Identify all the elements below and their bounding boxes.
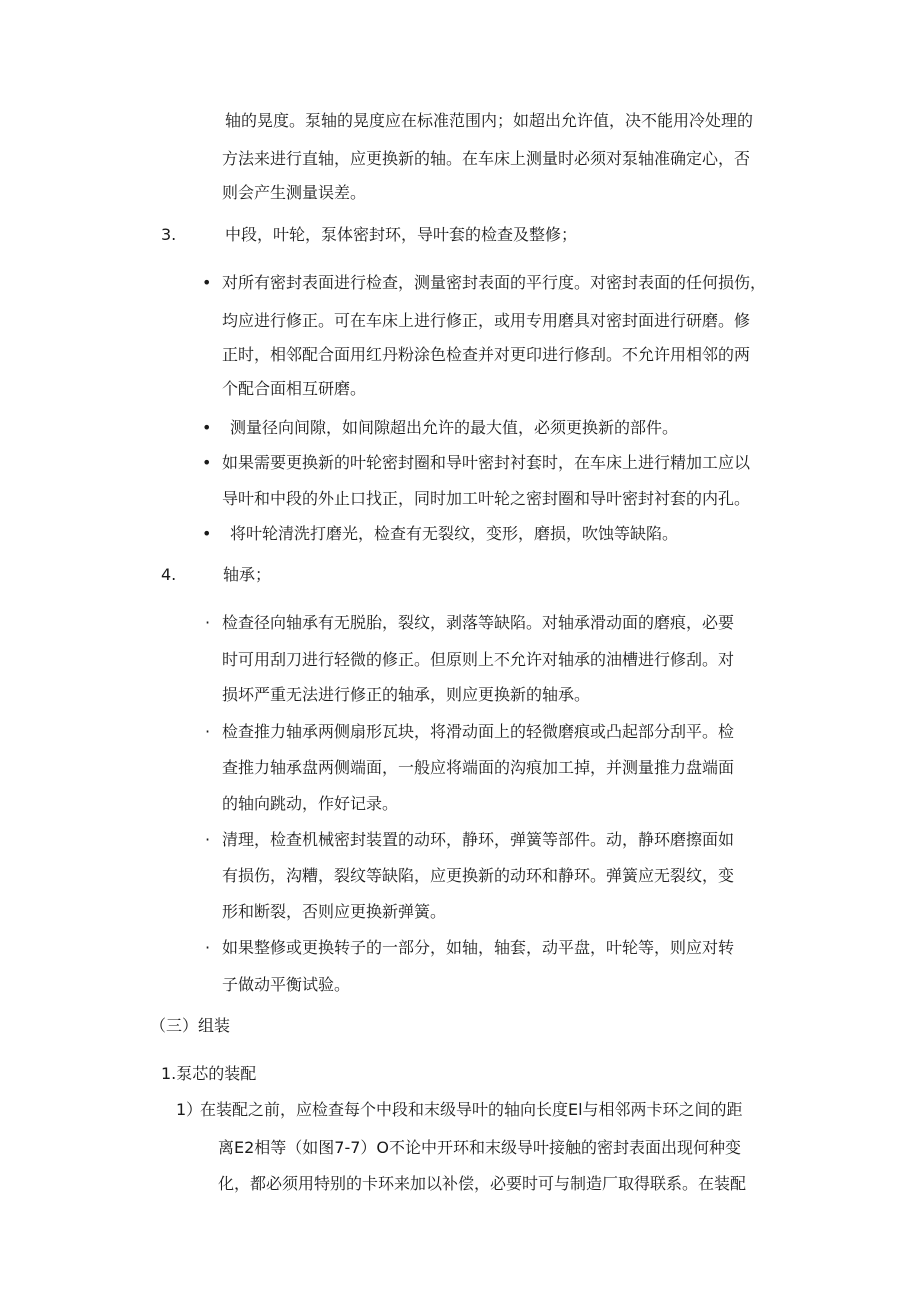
- bullet-mark: ·: [205, 613, 211, 632]
- item4-title: 轴承；: [223, 565, 272, 584]
- bullet-line: 检查径向轴承有无脱胎，裂纹，剥落等缺陷。对轴承滑动面的磨痕，必要: [222, 613, 735, 632]
- bullet-line: 损坏严重无法进行修正的轴承，则应更换新的轴承。: [222, 685, 591, 704]
- step-line: 在装配之前，应检查每个中段和末级导叶的轴向长度El与相邻两卡环之间的距: [200, 1100, 743, 1119]
- step-number: 1）: [176, 1100, 203, 1119]
- bullet-line: 清理，检查机械密封装置的动环，静环，弹簧等部件。动，静环磨擦面如: [222, 830, 735, 849]
- bullet-line: 正时，相邻配合面用红丹粉涂色检查并对更印进行修刮。不允许用相邻的两: [222, 345, 751, 364]
- bullet-mark: •: [202, 418, 212, 437]
- bullet-mark: ·: [205, 938, 211, 957]
- subsection-heading: 1.泵芯的装配: [161, 1064, 257, 1083]
- bullet-mark: •: [202, 453, 212, 472]
- bullet-line: 子做动平衡试验。: [222, 975, 351, 994]
- bullet-line: 导叶和中段的外止口找正，同时加工叶轮之密封圈和导叶密封衬套的内孔。: [222, 489, 751, 508]
- bullet-mark: •: [202, 524, 212, 543]
- bullet-line: 有损伤，沟糟，裂纹等缺陷，应更换新的动环和静环。弹簧应无裂纹，变: [222, 866, 735, 885]
- item3-title: 中段，叶轮，泵体密封环，导叶套的检查及整修；: [225, 225, 578, 244]
- intro-line-3: 则会产生测量误差。: [222, 183, 367, 202]
- bullet-line: 测量径向间隙，如间隙超出允许的最大值，必须更换新的部件。: [230, 418, 679, 437]
- bullet-line: 形和断裂，否则应更换新弹簧。: [222, 902, 447, 921]
- item4-number: 4.: [161, 565, 177, 584]
- bullet-line: 均应进行修正。可在车床上进行修正，或用专用磨具对密封面进行研磨。修: [222, 311, 751, 330]
- section-heading: （三）组装: [150, 1016, 231, 1035]
- bullet-line: 如果需要更换新的叶轮密封圈和导叶密封衬套时，在车床上进行精加工应以: [222, 453, 751, 472]
- intro-line-2: 方法来进行直轴，应更换新的轴。在车床上测量时必须对泵轴准确定心，否: [222, 149, 751, 168]
- bullet-line: 查推力轴承盘两侧端面，一般应将端面的沟痕加工掉，并测量推力盘端面: [222, 758, 735, 777]
- bullet-line: 将叶轮清洗打磨光，检查有无裂纹，变形，磨损，吹蚀等缺陷。: [230, 524, 679, 543]
- bullet-mark: ·: [205, 722, 211, 741]
- bullet-line: 检查推力轴承两侧扇形瓦块，将滑动面上的轻微磨痕或凸起部分刮平。检: [222, 722, 735, 741]
- bullet-mark: ·: [205, 830, 211, 849]
- bullet-line: 的轴向跳动，作好记录。: [222, 794, 399, 813]
- bullet-line: 如果整修或更换转子的一部分，如轴，轴套，动平盘，叶轮等，则应对转: [222, 938, 735, 957]
- item3-number: 3.: [161, 225, 177, 244]
- step-line: 离E2相等（如图7-7）O不论中开环和末级导叶接触的密封表面出现何种变: [218, 1138, 742, 1157]
- bullet-line: 对所有密封表面进行检查，测量密封表面的平行度。对密封表面的任何损伤，: [222, 273, 767, 292]
- intro-line-1: 轴的晃度。泵轴的晃度应在标准范围内；如超出允许值，决不能用冷处理的: [225, 111, 754, 130]
- bullet-line: 时可用刮刀进行轻微的修正。但原则上不允许对轴承的油槽进行修刮。对: [222, 650, 735, 669]
- step-line: 化，都必须用特别的卡环来加以补偿，必要时可与制造厂取得联系。在装配: [218, 1174, 747, 1193]
- bullet-line: 个配合面相互研磨。: [222, 379, 367, 398]
- bullet-mark: •: [202, 273, 212, 292]
